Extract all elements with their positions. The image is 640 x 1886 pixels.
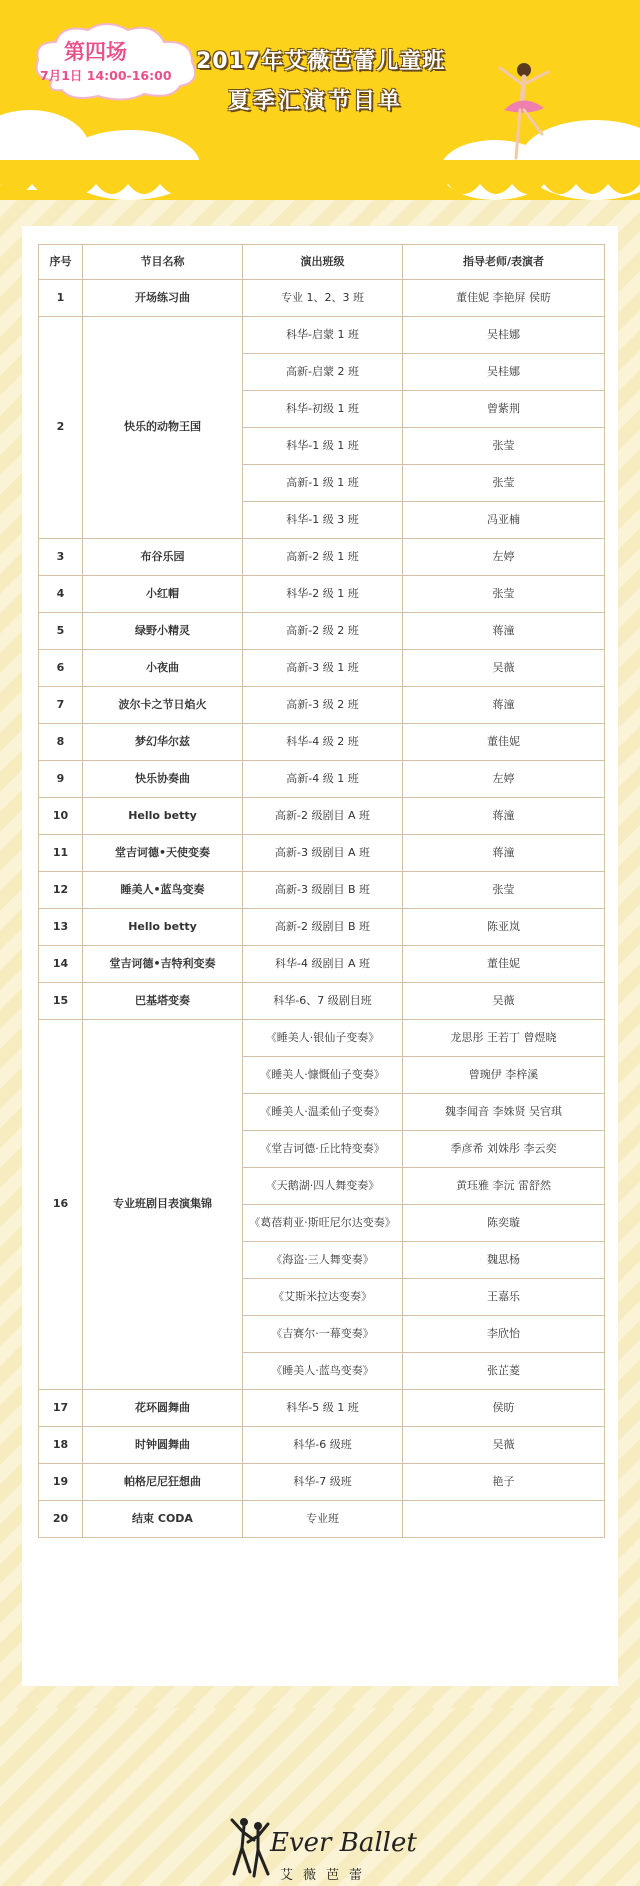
table-row	[39, 909, 605, 946]
performing-class: 《睡美人·银仙子变奏》	[243, 1020, 403, 1057]
teacher-performer: 蒋潼	[403, 613, 605, 650]
program-number: 1	[39, 280, 83, 317]
teacher-performer: 蒋潼	[403, 687, 605, 724]
table-row	[39, 280, 605, 317]
teacher-performer: 吴桂娜	[403, 317, 605, 354]
header-number: 序号	[39, 245, 83, 280]
ever-ballet-logo	[22, 1806, 618, 1886]
table-row	[39, 613, 605, 650]
program-number: 12	[39, 872, 83, 909]
program-number: 9	[39, 761, 83, 798]
teacher-performer: 曾紫荆	[403, 391, 605, 428]
teacher-performer: 陈奕璇	[403, 1205, 605, 1242]
performing-class: 《堂吉诃德·丘比特变奏》	[243, 1131, 403, 1168]
teacher-performer: 蒋潼	[403, 835, 605, 872]
performing-class: 科华-1 级 1 班	[243, 428, 403, 465]
performing-class: 高新-4 级 1 班	[243, 761, 403, 798]
performing-class: 《吉赛尔·一幕变奏》	[243, 1316, 403, 1353]
program-name: 快乐协奏曲	[83, 761, 243, 798]
teacher-performer: 黄珏雅 李沅 雷舒然	[403, 1168, 605, 1205]
teacher-performer: 蒋潼	[403, 798, 605, 835]
teacher-performer: 董佳妮 李艳屏 侯昉	[403, 280, 605, 317]
performing-class: 高新-3 级 2 班	[243, 687, 403, 724]
program-number: 18	[39, 1427, 83, 1464]
table-header-row	[39, 245, 605, 280]
program-name: 开场练习曲	[83, 280, 243, 317]
program-number: 8	[39, 724, 83, 761]
table-row	[39, 835, 605, 872]
program-panel	[22, 226, 618, 1883]
program-name: 堂吉诃德•吉特利变奏	[83, 946, 243, 983]
teacher-performer: 吴薇	[403, 1427, 605, 1464]
performing-class: 高新-3 级剧目 A 班	[243, 835, 403, 872]
program-number: 6	[39, 650, 83, 687]
performing-class: 高新-2 级 2 班	[243, 613, 403, 650]
performing-class: 科华-2 级 1 班	[243, 576, 403, 613]
program-number: 11	[39, 835, 83, 872]
table-row	[39, 317, 605, 354]
performing-class: 《睡美人·慷慨仙子变奏》	[243, 1057, 403, 1094]
program-name: 睡美人•蓝鸟变奏	[83, 872, 243, 909]
teacher-performer: 魏李闻音 李姝贤 吴官琪	[403, 1094, 605, 1131]
logo-brand: Ever Ballet	[270, 1828, 417, 1858]
header-class: 演出班级	[243, 245, 403, 280]
program-name: 专业班剧目表演集锦	[83, 1020, 243, 1390]
teacher-performer: 董佳妮	[403, 724, 605, 761]
program-number: 19	[39, 1464, 83, 1501]
performing-class: 高新-2 级 1 班	[243, 539, 403, 576]
performing-class: 科华-5 级 1 班	[243, 1390, 403, 1427]
table-row	[39, 946, 605, 983]
program-name: 布谷乐园	[83, 539, 243, 576]
header-program-name: 节目名称	[83, 245, 243, 280]
performing-class: 《天鹅湖·四人舞变奏》	[243, 1168, 403, 1205]
table-row	[39, 576, 605, 613]
program-number: 20	[39, 1501, 83, 1538]
table-row	[39, 687, 605, 724]
program-number: 14	[39, 946, 83, 983]
performing-class: 高新-1 级 1 班	[243, 465, 403, 502]
program-number: 16	[39, 1020, 83, 1390]
teacher-performer: 张莹	[403, 576, 605, 613]
program-number: 7	[39, 687, 83, 724]
table-row	[39, 1464, 605, 1501]
teacher-performer: 艳子	[403, 1464, 605, 1501]
teacher-performer: 李欣怡	[403, 1316, 605, 1353]
session-time: 7月1日 14:00-16:00	[40, 68, 172, 83]
performing-class: 《海盗·三人舞变奏》	[243, 1242, 403, 1279]
program-number: 10	[39, 798, 83, 835]
performing-class: 科华-6 级班	[243, 1427, 403, 1464]
program-name: 小夜曲	[83, 650, 243, 687]
teacher-performer: 魏思杨	[403, 1242, 605, 1279]
program-number: 2	[39, 317, 83, 539]
program-name: 堂吉诃德•天使变奏	[83, 835, 243, 872]
table-row	[39, 761, 605, 798]
table-row	[39, 1427, 605, 1464]
ballerina-icon	[488, 58, 558, 168]
program-number: 4	[39, 576, 83, 613]
performing-class: 科华-7 级班	[243, 1464, 403, 1501]
page-subtitle: 夏季汇演节目单	[228, 89, 404, 114]
teacher-performer: 张莹	[403, 428, 605, 465]
program-name: 绿野小精灵	[83, 613, 243, 650]
teacher-performer: 陈亚岚	[403, 909, 605, 946]
teacher-performer: 吴薇	[403, 983, 605, 1020]
teacher-performer: 龙思彤 王若丁 曾煜晓	[403, 1020, 605, 1057]
program-name: 快乐的动物王国	[83, 317, 243, 539]
program-number: 17	[39, 1390, 83, 1427]
program-number: 15	[39, 983, 83, 1020]
program-number: 13	[39, 909, 83, 946]
performing-class: 高新-3 级 1 班	[243, 650, 403, 687]
performing-class: 高新-启蒙 2 班	[243, 354, 403, 391]
teacher-performer: 张莹	[403, 872, 605, 909]
teacher-performer: 左婷	[403, 761, 605, 798]
performing-class: 《睡美人·温柔仙子变奏》	[243, 1094, 403, 1131]
performing-class: 专业 1、2、3 班	[243, 280, 403, 317]
logo-subtitle: 艾薇芭蕾	[280, 1868, 373, 1883]
program-name: Hello betty	[83, 798, 243, 835]
table-row	[39, 1020, 605, 1057]
session-label: 第四场	[64, 40, 127, 64]
table-row	[39, 650, 605, 687]
program-number: 3	[39, 539, 83, 576]
performing-class: 科华-6、7 级剧目班	[243, 983, 403, 1020]
performing-class: 科华-4 级 2 班	[243, 724, 403, 761]
performing-class: 科华-启蒙 1 班	[243, 317, 403, 354]
program-name: 小红帽	[83, 576, 243, 613]
program-name: Hello betty	[83, 909, 243, 946]
teacher-performer: 张芷菱	[403, 1353, 605, 1390]
program-name: 波尔卡之节日焰火	[83, 687, 243, 724]
teacher-performer: 曾琬伊 李梓溪	[403, 1057, 605, 1094]
program-name: 花环圆舞曲	[83, 1390, 243, 1427]
dancers-logo-icon	[228, 1814, 272, 1880]
performing-class: 专业班	[243, 1501, 403, 1538]
teacher-performer: 侯昉	[403, 1390, 605, 1427]
table-row	[39, 983, 605, 1020]
teacher-performer	[403, 1501, 605, 1538]
teacher-performer: 吴薇	[403, 650, 605, 687]
performing-class: 高新-3 级剧目 B 班	[243, 872, 403, 909]
teacher-performer: 王嘉乐	[403, 1279, 605, 1316]
table-row	[39, 1501, 605, 1538]
performing-class: 科华-1 级 3 班	[243, 502, 403, 539]
program-table	[38, 244, 605, 1538]
table-row	[39, 798, 605, 835]
performing-class: 《艾斯米拉达变奏》	[243, 1279, 403, 1316]
teacher-performer: 张莹	[403, 465, 605, 502]
program-name: 梦幻华尔兹	[83, 724, 243, 761]
program-name: 巴基塔变奏	[83, 983, 243, 1020]
teacher-performer: 吴桂娜	[403, 354, 605, 391]
performing-class: 高新-2 级剧目 B 班	[243, 909, 403, 946]
page-title: 2017年艾薇芭蕾儿童班	[196, 49, 446, 74]
header-teacher: 指导老师/表演者	[403, 245, 605, 280]
table-row	[39, 1390, 605, 1427]
performing-class: 《葛蓓莉亚·斯旺尼尔达变奏》	[243, 1205, 403, 1242]
teacher-performer: 季彦希 刘姝彤 李云奕	[403, 1131, 605, 1168]
performing-class: 科华-初级 1 班	[243, 391, 403, 428]
performing-class: 《睡美人·蓝鸟变奏》	[243, 1353, 403, 1390]
teacher-performer: 冯亚楠	[403, 502, 605, 539]
program-name: 时钟圆舞曲	[83, 1427, 243, 1464]
program-name: 帕格尼尼狂想曲	[83, 1464, 243, 1501]
performing-class: 科华-4 级剧目 A 班	[243, 946, 403, 983]
teacher-performer: 董佳妮	[403, 946, 605, 983]
performing-class: 高新-2 级剧目 A 班	[243, 798, 403, 835]
teacher-performer: 左婷	[403, 539, 605, 576]
program-number: 5	[39, 613, 83, 650]
program-name: 结束 CODA	[83, 1501, 243, 1538]
table-row	[39, 724, 605, 761]
scalloped-edge	[0, 160, 640, 220]
table-row	[39, 539, 605, 576]
table-row	[39, 872, 605, 909]
